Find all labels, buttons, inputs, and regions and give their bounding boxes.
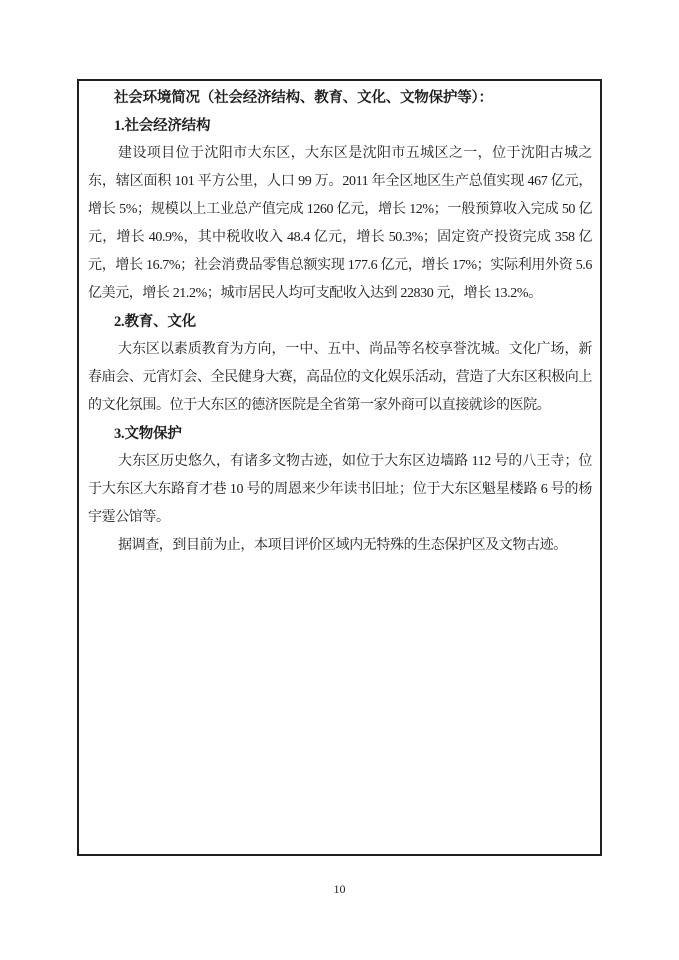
paragraph-social-economic: 建设项目位于沈阳市大东区，大东区是沈阳市五城区之一，位于沈阳古城之东，辖区面积 101 平方公里，人口 99 万。2011 年全区地区生产总值实现 467 亿元，增长 5%；规模以上工业总产值完成 1260 亿元，增长 12%；一般预算收入完成 50 亿元，增长 40.9%，其中税收收入 48.4 亿元，增长 50.3%；固定资产投资完成 358 亿元，增长 16.7%；社会消费品零售总额实现 177.6 亿元，增长 17%；实际利用外资 5.6 亿美元，增长 21.2%；城市居民人均可支配收入达到 22830 元，增长 13.2%。 <box>88 146 592 301</box>
heading-social-economic-structure: 1.社会经济结构 <box>114 118 211 134</box>
heading-education-culture: 2.教育、文化 <box>114 314 196 330</box>
paragraph-survey-conclusion: 据调查，到目前为止，本项目评价区域内无特殊的生态保护区及文物古迹。 <box>118 538 567 553</box>
heading-heritage-protection: 3.文物保护 <box>114 426 182 442</box>
page-number: 10 <box>333 882 346 896</box>
paragraph-heritage-sites: 大东区历史悠久，有诸多文物古迹，如位于大东区边墙路 112 号的八王寺；位于大东区大东路育才巷 10 号的周恩来少年读书旧址；位于大东区魁星楼路 6 号的杨宇霆公馆等。 <box>88 454 592 525</box>
paragraph-education-culture: 大东区以素质教育为方向，一中、五中、尚品等名校享誉沈城。文化广场，新春庙会、元宵灯会、全民健身大赛，高品位的文化娱乐活动，营造了大东区积极向上的文化氛围。位于大东区的德济医院是全省第一家外商可以直接就诊的医院。 <box>88 342 592 413</box>
section-title: 社会环境简况（社会经济结构、教育、文化、文物保护等）： <box>114 90 493 106</box>
content-frame <box>77 79 602 856</box>
